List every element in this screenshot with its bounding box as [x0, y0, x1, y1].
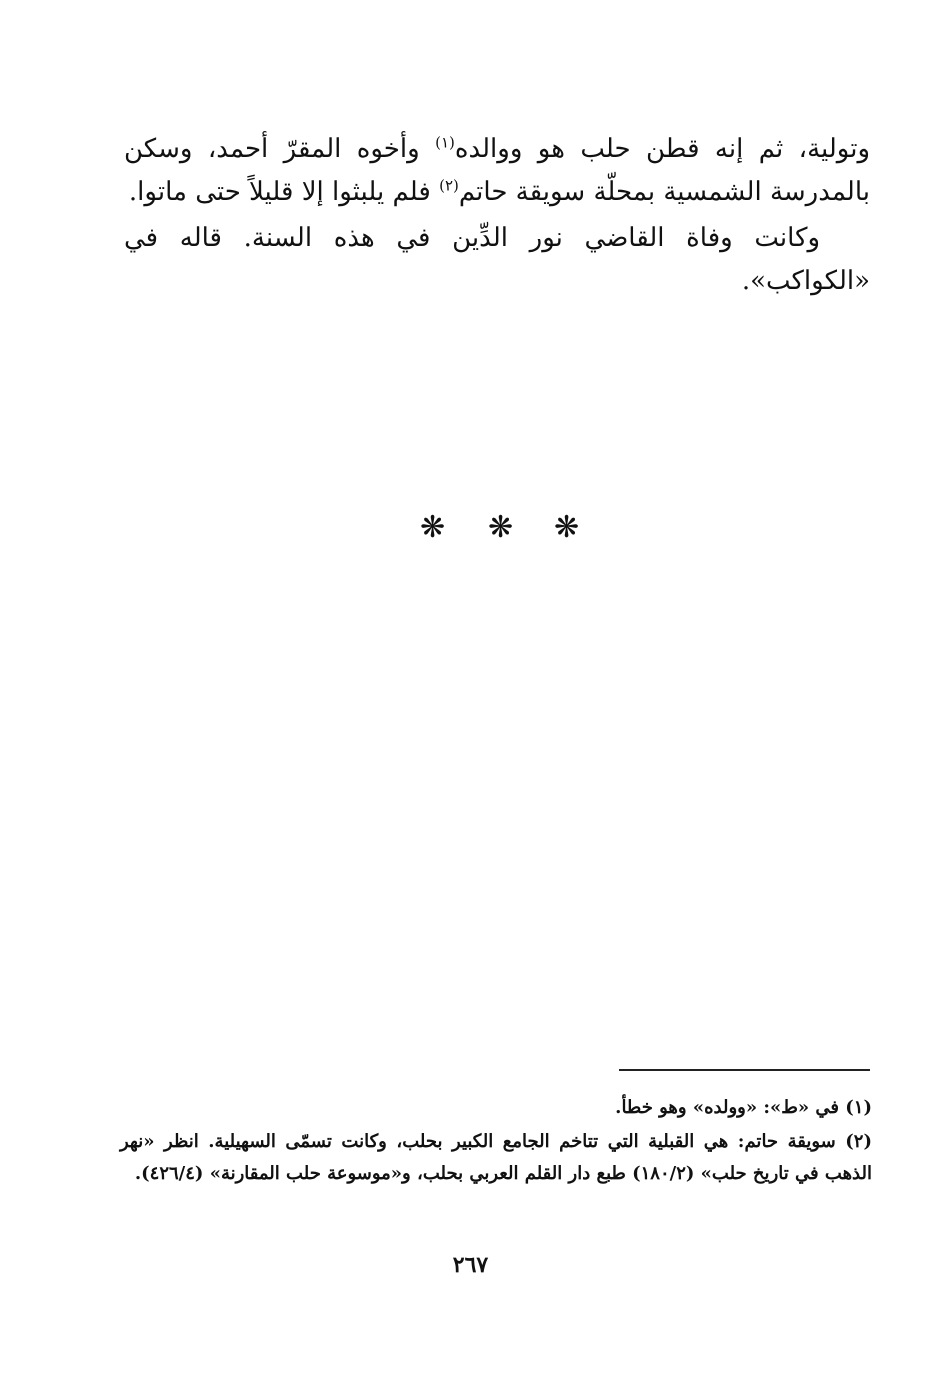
- paragraph-1-text-c: فلم يلبثوا إلا قليلاً حتى ماتوا.: [128, 177, 440, 207]
- footnote-ref-2: (٢): [439, 176, 459, 195]
- paragraph-1: [124, 128, 870, 214]
- page-number: ٢٦٧: [452, 1252, 489, 1278]
- footnote-2: (٢) سويقة حاتم: هي القبلية التي تتاخم الجامع الكبير بحلب، وكانت تسمّى السهيلية. انظر «نهر الذهب في تاريخ حلب» (١٨٠/٢) طبع دار القلم العربي بحلب، و«موسوعة حلب المقارنة» (٤٢٦/٤).: [120, 1131, 872, 1184]
- footnotes: [120, 1092, 872, 1190]
- footnote-separator-line: [619, 1069, 870, 1071]
- paragraph-1-text-b: وأخوه المقرّ أحمد، وسكن بالمدرسة الشمسية بمحلّة سويقة حاتم: [124, 134, 870, 207]
- paragraph-1-text-a: وتولية، ثم إنه قطن حلب هو ووالده: [454, 134, 870, 164]
- star-ornament: ❋: [554, 510, 580, 545]
- footnote-1: (١) في «ط»: «وولده» وهو خطأ.: [615, 1097, 872, 1118]
- paragraph-2: وكانت وفاة القاضي نور الدِّين في هذه السنة. قاله في «الكواكب».: [124, 223, 870, 296]
- star-ornament: ❋: [488, 510, 514, 545]
- star-ornament: ❋: [420, 510, 446, 545]
- footnote-ref-1: (١): [435, 133, 455, 152]
- main-text: [124, 128, 870, 303]
